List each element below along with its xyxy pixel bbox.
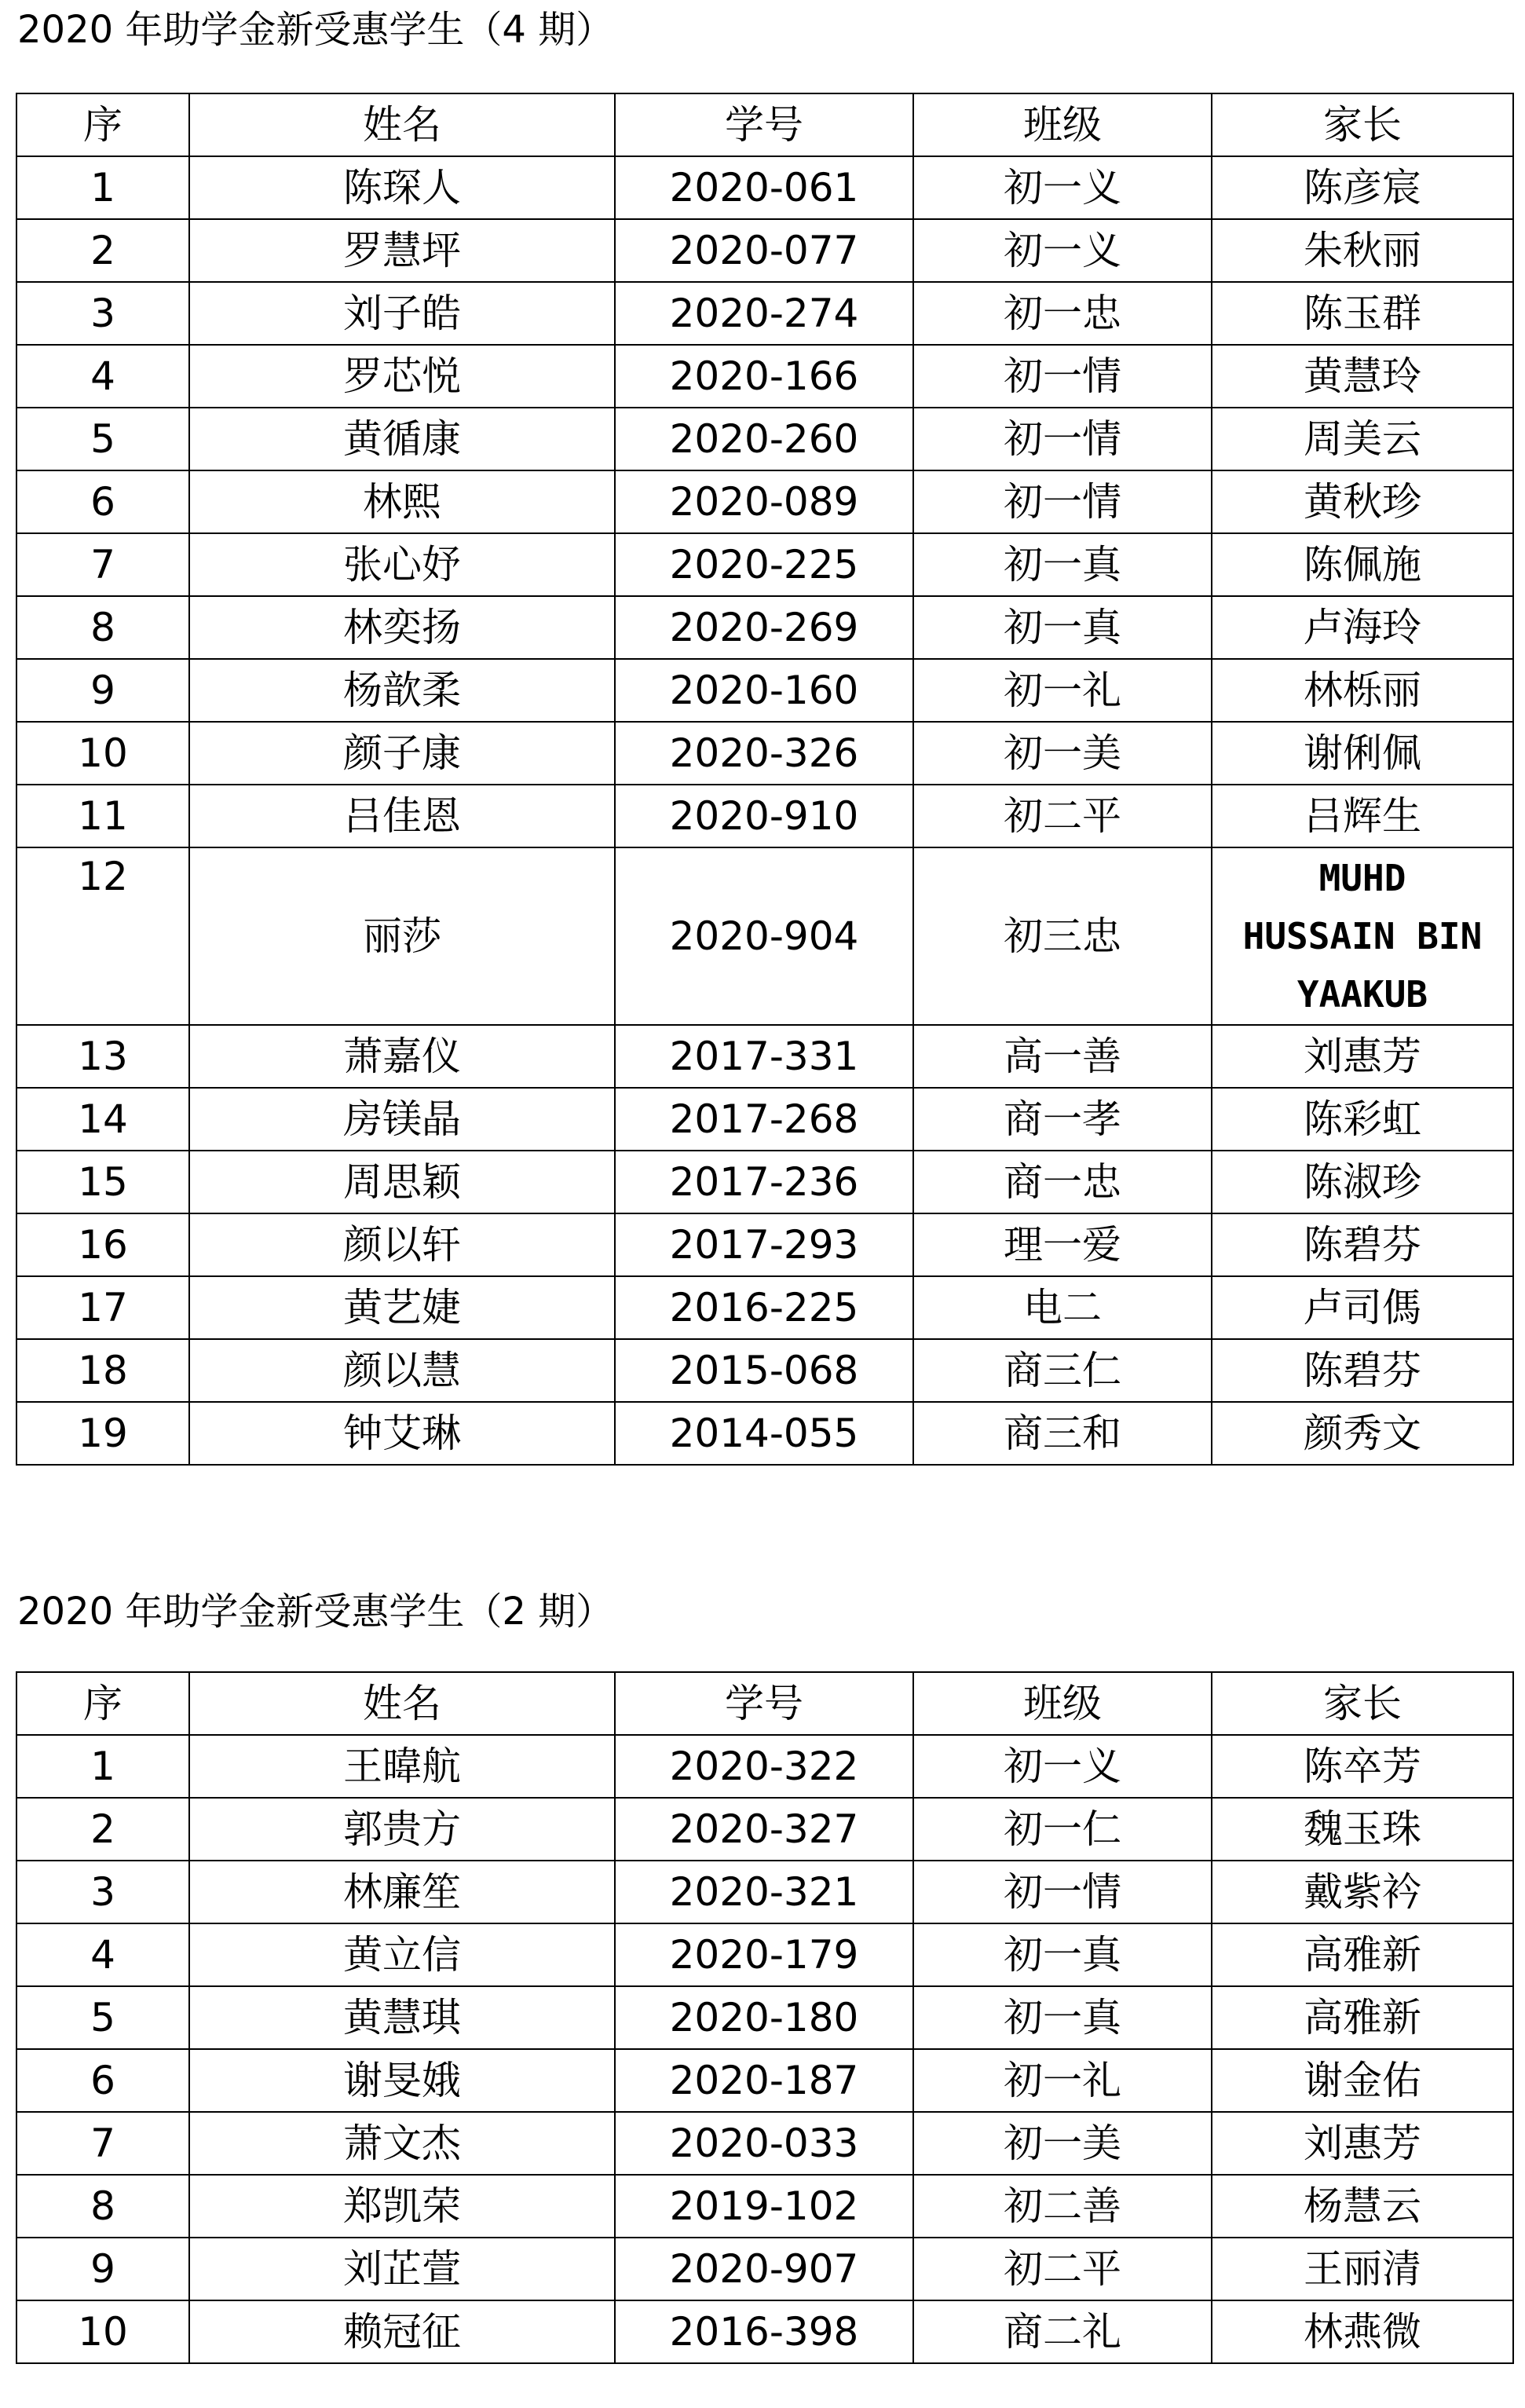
class-cell: 初二平	[913, 785, 1212, 847]
class-cell: 初一真	[913, 1986, 1212, 2049]
table-row	[16, 2112, 1513, 2175]
table-row	[16, 156, 1513, 219]
class-cell: 初一义	[913, 1735, 1212, 1798]
parent-name-cell: 林燕微	[1212, 2300, 1513, 2363]
student-id-cell: 2020-322	[615, 1735, 913, 1798]
row-seq-cell: 6	[16, 2049, 189, 2112]
student-id-cell: 2020-187	[615, 2049, 913, 2112]
student-name-cell: 郑凯荣	[189, 2175, 615, 2238]
parent-name-line: YAAKUB	[1296, 973, 1428, 1016]
class-cell: 初一忠	[913, 282, 1212, 345]
class-cell: 初一义	[913, 219, 1212, 282]
row-seq-cell: 4	[16, 1923, 189, 1986]
student-name-cell: 罗慧坪	[189, 219, 615, 282]
class-cell: 高一善	[913, 1025, 1212, 1088]
table-row	[16, 1861, 1513, 1923]
class-cell: 初一情	[913, 1861, 1212, 1923]
student-name-cell: 林熙	[189, 470, 615, 533]
student-name-cell: 黄立信	[189, 1923, 615, 1986]
class-cell: 理一爱	[913, 1213, 1212, 1276]
parent-name-cell: 高雅新	[1212, 1986, 1513, 2049]
row-seq-cell: 13	[16, 1025, 189, 1088]
parent-name-cell: 戴紫衿	[1212, 1861, 1513, 1923]
table-row	[16, 1025, 1513, 1088]
table-row	[16, 345, 1513, 408]
table-row	[16, 722, 1513, 785]
table-row	[16, 596, 1513, 659]
table-header-row	[16, 1672, 1513, 1735]
student-id-cell: 2020-260	[615, 408, 913, 470]
row-seq-cell: 5	[16, 1986, 189, 2049]
student-id-cell: 2014-055	[615, 1402, 913, 1465]
table-row	[16, 470, 1513, 533]
parent-name-cell: 高雅新	[1212, 1923, 1513, 1986]
recipients-table	[16, 93, 1514, 1466]
parent-name-cell: 林栎丽	[1212, 659, 1513, 722]
row-seq-cell: 12	[16, 847, 189, 1025]
student-name-cell: 郭贵方	[189, 1798, 615, 1861]
student-name-cell: 刘芷萱	[189, 2238, 615, 2300]
class-cell: 商三和	[913, 1402, 1212, 1465]
student-name-cell: 罗芯悦	[189, 345, 615, 408]
table-row	[16, 1213, 1513, 1276]
student-id-cell: 2020-166	[615, 345, 913, 408]
parent-name-cell: 陈佩施	[1212, 533, 1513, 596]
class-cell: 初一真	[913, 596, 1212, 659]
class-cell: 初一美	[913, 2112, 1212, 2175]
student-name-cell: 钟艾琳	[189, 1402, 615, 1465]
row-seq-cell: 15	[16, 1151, 189, 1213]
parent-name-cell: 黄慧玲	[1212, 345, 1513, 408]
row-seq-cell: 10	[16, 2300, 189, 2363]
class-cell: 初一情	[913, 470, 1212, 533]
row-seq-cell: 9	[16, 659, 189, 722]
class-cell: 初一美	[913, 722, 1212, 785]
student-id-cell: 2017-331	[615, 1025, 913, 1088]
table-row	[16, 1923, 1513, 1986]
class-cell: 初二善	[913, 2175, 1212, 2238]
class-cell: 初二平	[913, 2238, 1212, 2300]
class-cell: 商二礼	[913, 2300, 1212, 2363]
student-name-cell: 黄艺婕	[189, 1276, 615, 1339]
row-seq-cell: 2	[16, 1798, 189, 1861]
class-cell: 初一真	[913, 533, 1212, 596]
student-name-cell: 萧文杰	[189, 2112, 615, 2175]
parent-name-cell: 卢司傌	[1212, 1276, 1513, 1339]
row-seq-cell: 1	[16, 1735, 189, 1798]
student-id-cell: 2020-904	[615, 847, 913, 1025]
parent-name-cell: 刘惠芳	[1212, 2112, 1513, 2175]
student-id-cell: 2020-061	[615, 156, 913, 219]
student-id-cell: 2020-321	[615, 1861, 913, 1923]
class-cell: 初一礼	[913, 2049, 1212, 2112]
row-seq-cell: 16	[16, 1213, 189, 1276]
student-name-cell: 颜以慧	[189, 1339, 615, 1402]
class-cell: 商一忠	[913, 1151, 1212, 1213]
class-cell: 初一情	[913, 408, 1212, 470]
student-id-cell: 2020-089	[615, 470, 913, 533]
student-id-cell: 2020-225	[615, 533, 913, 596]
student-id-cell: 2020-274	[615, 282, 913, 345]
table-row	[16, 1339, 1513, 1402]
parent-name-cell: 黄秋珍	[1212, 470, 1513, 533]
student-name-cell: 萧嘉仪	[189, 1025, 615, 1088]
table-row	[16, 1798, 1513, 1861]
parent-name-cell: 陈碧芬	[1212, 1339, 1513, 1402]
column-header-name: 姓名	[189, 1672, 615, 1735]
table-row	[16, 785, 1513, 847]
parent-name-cell: 魏玉珠	[1212, 1798, 1513, 1861]
student-id-cell: 2017-293	[615, 1213, 913, 1276]
row-seq-cell: 8	[16, 2175, 189, 2238]
parent-name-cell: 吕辉生	[1212, 785, 1513, 847]
table-row	[16, 659, 1513, 722]
parent-name-line: HUSSAIN BIN	[1242, 915, 1483, 957]
parent-name-cell: 陈淑珍	[1212, 1151, 1513, 1213]
row-seq-cell: 2	[16, 219, 189, 282]
student-id-cell: 2020-179	[615, 1923, 913, 1986]
parent-name-cell: 陈玉群	[1212, 282, 1513, 345]
class-cell: 商一孝	[913, 1088, 1212, 1151]
student-name-cell: 丽莎	[189, 847, 615, 1025]
parent-name-cell: 陈卒芳	[1212, 1735, 1513, 1798]
student-name-cell: 张心妤	[189, 533, 615, 596]
class-cell: 电二	[913, 1276, 1212, 1339]
student-id-cell: 2017-268	[615, 1088, 913, 1151]
student-name-cell: 刘子皓	[189, 282, 615, 345]
student-name-cell: 赖冠征	[189, 2300, 615, 2363]
recipients-table	[16, 1671, 1514, 2364]
row-seq-cell: 9	[16, 2238, 189, 2300]
student-name-cell: 黄慧琪	[189, 1986, 615, 2049]
student-id-cell: 2020-327	[615, 1798, 913, 1861]
table-row	[16, 847, 1513, 1025]
student-id-cell: 2020-033	[615, 2112, 913, 2175]
class-cell: 初一仁	[913, 1798, 1212, 1861]
table-row	[16, 2238, 1513, 2300]
column-header-seq: 序	[16, 1672, 189, 1735]
student-name-cell: 吕佳恩	[189, 785, 615, 847]
parent-name-cell: 王丽清	[1212, 2238, 1513, 2300]
table-row	[16, 408, 1513, 470]
student-name-cell: 房镁晶	[189, 1088, 615, 1151]
student-id-cell: 2020-269	[615, 596, 913, 659]
row-seq-cell: 14	[16, 1088, 189, 1151]
student-id-cell: 2020-910	[615, 785, 913, 847]
parent-name-line: MUHD	[1318, 857, 1406, 899]
row-seq-cell: 19	[16, 1402, 189, 1465]
class-cell: 初三忠	[913, 847, 1212, 1025]
section-title: 2020 年助学金新受惠学生（4 期）	[17, 8, 614, 52]
column-header-parent: 家长	[1212, 93, 1513, 156]
student-name-cell: 谢旻娥	[189, 2049, 615, 2112]
parent-name-cell: 卢海玲	[1212, 596, 1513, 659]
table-row	[16, 1151, 1513, 1213]
table-row	[16, 219, 1513, 282]
parent-name-cell: 谢金佑	[1212, 2049, 1513, 2112]
student-name-cell: 王暐航	[189, 1735, 615, 1798]
column-header-parent: 家长	[1212, 1672, 1513, 1735]
parent-name-cell: 陈彩虹	[1212, 1088, 1513, 1151]
row-seq-cell: 3	[16, 282, 189, 345]
row-seq-cell: 5	[16, 408, 189, 470]
column-header-seq: 序	[16, 93, 189, 156]
student-id-cell: 2020-180	[615, 1986, 913, 2049]
student-id-cell: 2017-236	[615, 1151, 913, 1213]
table-row	[16, 1402, 1513, 1465]
class-cell: 初一义	[913, 156, 1212, 219]
parent-name-cell: 周美云	[1212, 408, 1513, 470]
column-header-name: 姓名	[189, 93, 615, 156]
column-header-class: 班级	[913, 93, 1212, 156]
student-id-cell: 2016-398	[615, 2300, 913, 2363]
student-id-cell: 2020-326	[615, 722, 913, 785]
parent-name-cell: 颜秀文	[1212, 1402, 1513, 1465]
table-row	[16, 1986, 1513, 2049]
parent-name-cell: 刘惠芳	[1212, 1025, 1513, 1088]
row-seq-cell: 11	[16, 785, 189, 847]
student-name-cell: 颜以轩	[189, 1213, 615, 1276]
student-id-cell: 2020-160	[615, 659, 913, 722]
student-name-cell: 杨歆柔	[189, 659, 615, 722]
class-cell: 商三仁	[913, 1339, 1212, 1402]
column-header-class: 班级	[913, 1672, 1212, 1735]
table-row	[16, 2300, 1513, 2363]
parent-name-cell: 杨慧云	[1212, 2175, 1513, 2238]
table-row	[16, 533, 1513, 596]
section-title: 2020 年助学金新受惠学生（2 期）	[17, 1590, 614, 1634]
class-cell: 初一真	[913, 1923, 1212, 1986]
table-row	[16, 2175, 1513, 2238]
table-row	[16, 2049, 1513, 2112]
row-seq-cell: 17	[16, 1276, 189, 1339]
student-name-cell: 黄循康	[189, 408, 615, 470]
student-id-cell: 2020-907	[615, 2238, 913, 2300]
row-seq-cell: 1	[16, 156, 189, 219]
row-seq-cell: 8	[16, 596, 189, 659]
row-seq-cell: 4	[16, 345, 189, 408]
parent-name-cell: 陈碧芬	[1212, 1213, 1513, 1276]
student-name-cell: 林奕扬	[189, 596, 615, 659]
row-seq-cell: 7	[16, 533, 189, 596]
parent-name-cell: 朱秋丽	[1212, 219, 1513, 282]
student-id-cell: 2015-068	[615, 1339, 913, 1402]
student-name-cell: 林廉笙	[189, 1861, 615, 1923]
column-header-student-id: 学号	[615, 93, 913, 156]
parent-name-cell	[1212, 847, 1513, 1025]
table-row	[16, 1088, 1513, 1151]
student-id-cell: 2016-225	[615, 1276, 913, 1339]
row-seq-cell: 18	[16, 1339, 189, 1402]
student-id-cell: 2020-077	[615, 219, 913, 282]
table-header-row	[16, 93, 1513, 156]
student-name-cell: 颜子康	[189, 722, 615, 785]
row-seq-cell: 6	[16, 470, 189, 533]
table-row	[16, 282, 1513, 345]
student-name-cell: 周思颖	[189, 1151, 615, 1213]
parent-name-cell: 谢俐佩	[1212, 722, 1513, 785]
class-cell: 初一情	[913, 345, 1212, 408]
class-cell: 初一礼	[913, 659, 1212, 722]
student-id-cell: 2019-102	[615, 2175, 913, 2238]
table-row	[16, 1735, 1513, 1798]
table-row	[16, 1276, 1513, 1339]
parent-name-cell: 陈彦宸	[1212, 156, 1513, 219]
row-seq-cell: 3	[16, 1861, 189, 1923]
row-seq-cell: 10	[16, 722, 189, 785]
column-header-student-id: 学号	[615, 1672, 913, 1735]
row-seq-cell: 7	[16, 2112, 189, 2175]
student-name-cell: 陈琛人	[189, 156, 615, 219]
